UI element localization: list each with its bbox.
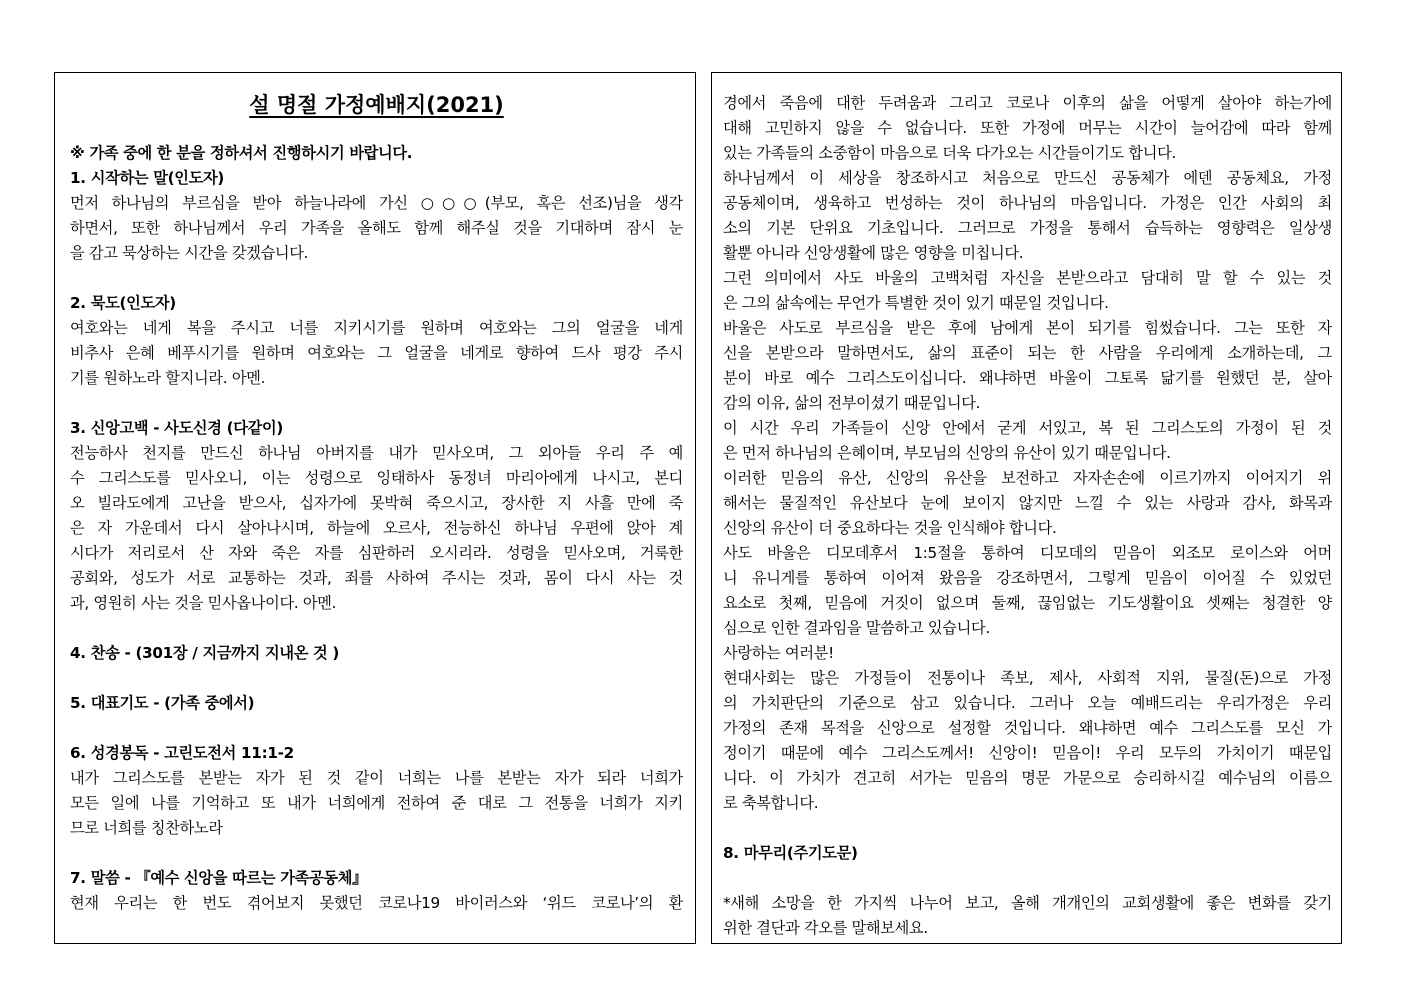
sermon-line: 의 가치판단의 기준으로 삼고 있습니다. 그러나 오늘 예배드리는 우리가정은 우리 xyxy=(723,694,1332,712)
sermon-line: 은 그의 삶속에는 무언가 특별한 것이 있기 때문일 것입니다. xyxy=(723,294,1109,312)
page-title: 설 명절 가정예배지(2021) xyxy=(249,93,504,117)
sermon-line: 가정의 존재 목적을 신앙으로 설정할 것입니다. 왜냐하면 예수 그리스도를 모신 가 xyxy=(723,719,1332,737)
sermon-line: 이 시간 우리 가족들이 신앙 안에서 굳게 서있고, 복 된 그리스도의 가정이 된 것 xyxy=(723,419,1332,437)
sermon-line: 바울은 사도로 부르심을 받은 후에 남에게 본이 되기를 힘썼습니다. 그는 또한 자 xyxy=(723,319,1332,337)
body-line: 먼저 하나님의 부르심을 받아 하늘나라에 가신 ○○○(부모, 혹은 선조)님을 생각 xyxy=(70,194,683,212)
body-line: 내가 그리스도를 본받는 자가 된 것 같이 너희는 나를 본받는 자가 되라 너희가 xyxy=(70,769,683,787)
section-heading-hymn: 4. 찬송 - (301장 / 지금까지 지내온 것 ) xyxy=(70,644,340,662)
section-heading-silent-prayer: 2. 묵도(인도자) xyxy=(70,294,176,312)
body-line: 공회와, 성도가 서로 교통하는 것과, 죄를 사하여 주시는 것과, 몸이 다시 사는 것 xyxy=(70,569,683,587)
spacer xyxy=(70,391,683,416)
sermon-line: 있는 가족들의 소중함이 마음으로 더욱 다가오는 시간들이기도 합니다. xyxy=(723,144,1176,162)
section-heading-closing: 8. 마무리(주기도문) xyxy=(723,844,858,862)
spacer xyxy=(70,716,683,741)
left-column xyxy=(54,72,696,944)
sermon-line: 요소로 첫째, 믿음에 거짓이 없으며 둘째, 끊임없는 기도생활이요 셋째는 청결한 양 xyxy=(723,594,1332,612)
sermon-line: 사도 바울은 디모데후서 1:5절을 통하여 디모데의 믿음이 외조모 로이스와 어머 xyxy=(723,544,1332,562)
body-line: 은 자 가운데서 다시 살아나시며, 하늘에 오르사, 전능하신 하나님 우편에 앉아 계 xyxy=(70,519,683,537)
sermon-line: 이러한 믿음의 유산, 신앙의 유산을 보전하고 자자손손에 이르기까지 이어지기 위 xyxy=(723,469,1332,487)
sermon-line: 심으로 인한 결과임을 말씀하고 있습니다. xyxy=(723,619,990,637)
body-line: 여호와는 네게 복을 주시고 너를 지키시기를 원하며 여호와는 그의 얼굴을 네게 xyxy=(70,319,683,337)
closing-line: 위한 결단과 각오를 말해보세요. xyxy=(723,919,928,937)
sermon-line: 분이 바로 예수 그리스도이십니다. 왜냐하면 바울이 그토록 닮기를 원했던 분, 살아 xyxy=(723,369,1332,387)
sermon-line: 경에서 죽음에 대한 두려움과 그리고 코로나 이후의 삶을 어떻게 살아야 하는가에 xyxy=(723,94,1332,112)
spacer xyxy=(723,816,1332,841)
body-line: 현재 우리는 한 번도 겪어보지 못했던 코로나19 바이러스와 ‘위드 코로나’의 환 xyxy=(70,894,683,912)
body-line: 전능하사 천지를 만드신 하나님 아버지를 내가 믿사오며, 그 외아들 우리 주 예 xyxy=(70,444,683,462)
body-line: 하면서, 또한 하나님께서 우리 가족을 올해도 함께 해주실 것을 기대하며 잠시 눈 xyxy=(70,219,683,237)
sermon-line: 활뿐 아니라 신앙생활에 많은 영향을 미칩니다. xyxy=(723,244,1024,262)
sermon-line: 니다. 이 가치가 견고히 서가는 믿음의 명문 가문으로 승리하시길 예수님의 이름으 xyxy=(723,769,1332,787)
section-heading-scripture: 6. 성경봉독 - 고린도전서 11:1-2 xyxy=(70,744,294,762)
section-heading-creed: 3. 신앙고백 - 사도신경 (다같이) xyxy=(70,419,284,437)
body-line: 수 그리스도를 믿사오니, 이는 성령으로 잉태하사 동정녀 마리아에게 나시고, 본디 xyxy=(70,469,683,487)
body-line: 비추사 은혜 베푸시기를 원하며 여호와는 그 얼굴을 네게로 향하여 드사 평강 주시 xyxy=(70,344,683,362)
body-line: 과, 영원히 사는 것을 믿사옵나이다. 아멘. xyxy=(70,594,337,612)
spacer xyxy=(70,666,683,691)
sermon-line: 감의 이유, 삶의 전부이셨기 때문입니다. xyxy=(723,394,981,412)
sermon-line: 신앙의 유산이 더 중요하다는 것을 인식해야 합니다. xyxy=(723,519,1057,537)
sermon-line: 하나님께서 이 세상을 창조하시고 처음으로 만드신 공동체가 에덴 공동체요, 가정 xyxy=(723,169,1332,187)
sermon-line: 로 축복합니다. xyxy=(723,794,819,812)
notice: ※ 가족 중에 한 분을 정하셔서 진행하시기 바랍니다. xyxy=(70,144,413,162)
body-line: 기를 원하노라 할지니라. 아멘. xyxy=(70,369,266,387)
sermon-line: 소의 기본 단위요 기초입니다. 그러므로 가정을 통해서 습득하는 영향력은 일상생 xyxy=(723,219,1332,237)
sermon-line: 현대사회는 많은 가정들이 전통이나 족보, 제사, 사회적 지위, 물질(돈)으로 가정 xyxy=(723,669,1332,687)
sermon-line: 신을 본받으라 말하면서도, 삶의 표준이 되는 한 사람을 우리에게 소개하는데, 그 xyxy=(723,344,1332,362)
body-line: 시다가 저리로서 산 자와 죽은 자를 심판하러 오시리라. 성령을 믿사오며, 거룩한 xyxy=(70,544,683,562)
body-line: 므로 너희를 칭찬하노라 xyxy=(70,819,223,837)
spacer xyxy=(70,616,683,641)
body-line: 을 감고 묵상하는 시간을 갖겠습니다. xyxy=(70,244,309,262)
body-line: 모든 일에 나를 기억하고 또 내가 너희에게 전하여 준 대로 그 전통을 너희가 지키 xyxy=(70,794,683,812)
right-column xyxy=(711,72,1342,944)
sermon-line: 해서는 물질적인 유산보다 눈에 보이지 않지만 느낄 수 있는 사랑과 감사, 화목과 xyxy=(723,494,1332,512)
body-line: 오 빌라도에게 고난을 받으사, 십자가에 못박혀 죽으시고, 장사한 지 사흘 만에 죽 xyxy=(70,494,683,512)
closing-line: *새해 소망을 한 가지씩 나누어 보고, 올해 개개인의 교회생활에 좋은 변화를 갖기 xyxy=(723,894,1332,912)
section-heading-opening: 1. 시작하는 말(인도자) xyxy=(70,169,224,187)
sermon-line: 은 먼저 하나님의 은혜이며, 부모님의 신앙의 유산이 있기 때문입니다. xyxy=(723,444,1171,462)
sermon-line: 그런 의미에서 사도 바울의 고백처럼 자신을 본받으라고 담대히 말 할 수 있는 것 xyxy=(723,269,1332,287)
sermon-line: 대해 고민하지 않을 수 없습니다. 또한 가정에 머무는 시간이 늘어감에 따라 함께 xyxy=(723,119,1332,137)
section-heading-prayer: 5. 대표기도 - (가족 중에서) xyxy=(70,694,255,712)
spacer xyxy=(70,266,683,291)
sermon-line: 공동체이며, 생육하고 번성하는 것이 하나님의 마음입니다. 가정은 인간 사회의 최 xyxy=(723,194,1332,212)
sermon-line: 정이기 때문에 예수 그리스도께서! 신앙이! 믿음이! 우리 모두의 가치이기 때문입 xyxy=(723,744,1332,762)
spacer xyxy=(70,841,683,866)
section-heading-sermon: 7. 말씀 - 『예수 신앙을 따르는 가족공동체』 xyxy=(70,869,368,887)
spacer xyxy=(723,866,1332,891)
sermon-line: 니 유니게를 통하여 이어져 왔음을 강조하면서, 그렇게 믿음이 이어질 수 있었던 xyxy=(723,569,1332,587)
sermon-line: 사랑하는 여러분! xyxy=(723,644,834,662)
